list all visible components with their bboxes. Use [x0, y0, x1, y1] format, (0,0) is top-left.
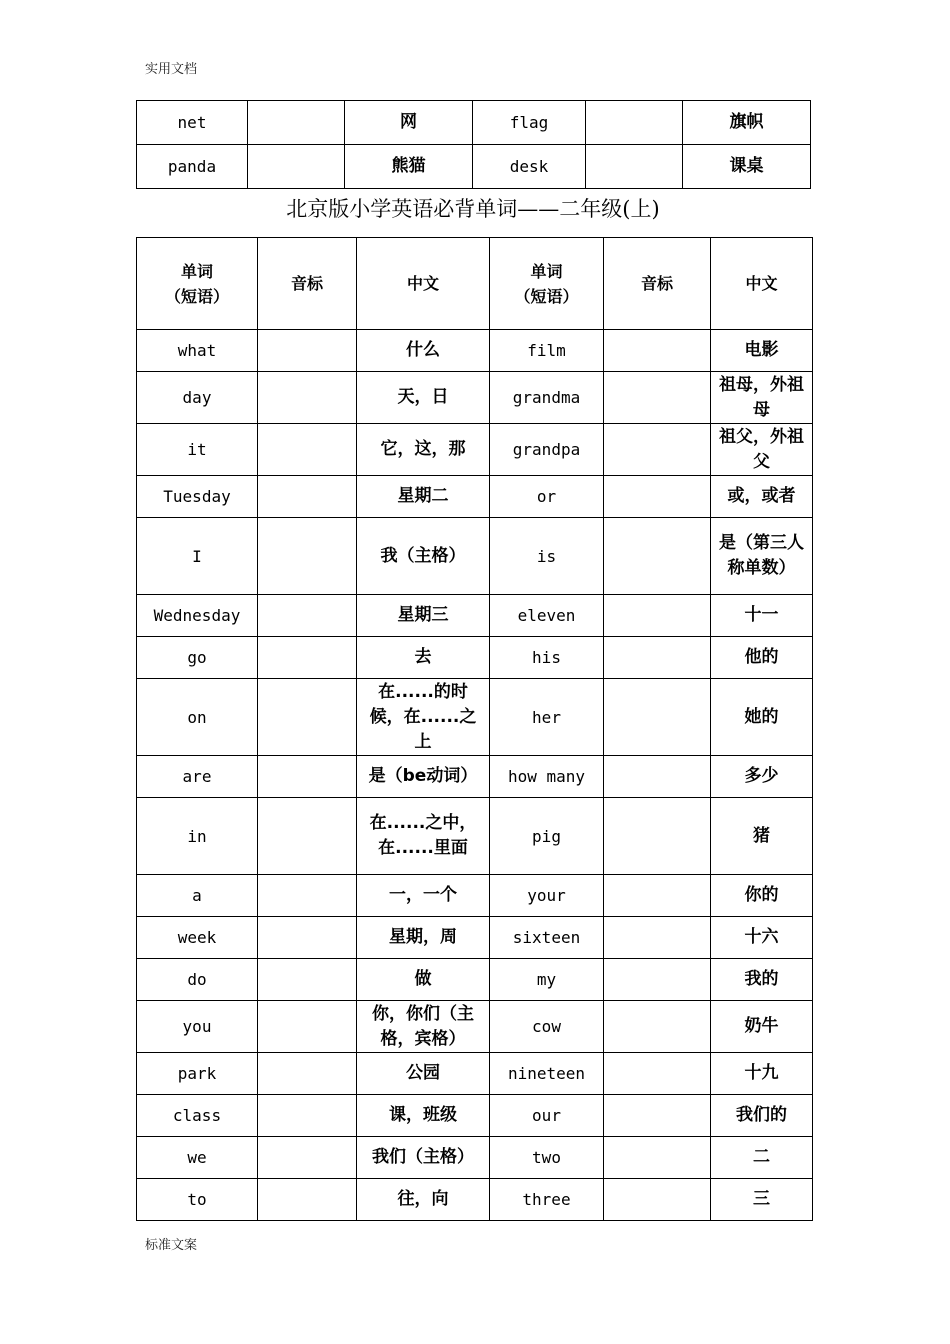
cell-chinese-2: 二	[711, 1137, 813, 1179]
cell-word-2: how many	[490, 756, 604, 798]
cell-word: Wednesday	[137, 595, 258, 637]
cell-phonetic-2	[604, 1137, 711, 1179]
cell-chinese: 课，班级	[357, 1095, 490, 1137]
cell-chinese-2: 十一	[711, 595, 813, 637]
header-word-2: 单词 （短语）	[490, 238, 604, 330]
cell-phonetic-2	[604, 1053, 711, 1095]
cell-phonetic-2	[604, 679, 711, 756]
cell-chinese: 往，向	[357, 1179, 490, 1221]
table-row	[137, 637, 813, 679]
cell-chinese: 我们（主格）	[357, 1137, 490, 1179]
cell-chinese-2: 你的	[711, 875, 813, 917]
table-row	[137, 756, 813, 798]
cell-word-2: sixteen	[490, 917, 604, 959]
cell-chinese: 做	[357, 959, 490, 1001]
table-row	[137, 1137, 813, 1179]
cell-phonetic	[258, 917, 357, 959]
cell-chinese: 星期二	[357, 476, 490, 518]
cell-chinese-2: 三	[711, 1179, 813, 1221]
cell-phonetic-2	[604, 1001, 711, 1053]
cell-phonetic-2	[604, 875, 711, 917]
cell-phonetic-2	[604, 959, 711, 1001]
cell-chinese-2: 奶牛	[711, 1001, 813, 1053]
cell-phonetic	[258, 1137, 357, 1179]
cell-phonetic	[248, 101, 345, 145]
cell-phonetic	[258, 1001, 357, 1053]
cell-chinese: 什么	[357, 330, 490, 372]
cell-phonetic-2	[604, 756, 711, 798]
cell-word-2: grandma	[490, 372, 604, 424]
cell-chinese-2: 旗帜	[683, 101, 811, 145]
cell-word-2: pig	[490, 798, 604, 875]
cell-word: you	[137, 1001, 258, 1053]
cell-phonetic-2	[604, 424, 711, 476]
table-row	[137, 1053, 813, 1095]
cell-phonetic	[258, 1053, 357, 1095]
cell-chinese: 星期三	[357, 595, 490, 637]
cell-word: to	[137, 1179, 258, 1221]
table-row	[137, 679, 813, 756]
cell-phonetic	[258, 518, 357, 595]
cell-word-2: her	[490, 679, 604, 756]
cell-phonetic	[258, 424, 357, 476]
cell-chinese-2: 是（第三人称单数）	[711, 518, 813, 595]
cell-word-2: grandpa	[490, 424, 604, 476]
cell-chinese: 网	[345, 101, 473, 145]
cell-phonetic-2	[604, 917, 711, 959]
table-row	[137, 101, 811, 145]
cell-word: are	[137, 756, 258, 798]
cell-word-2: eleven	[490, 595, 604, 637]
table-row	[137, 875, 813, 917]
cell-chinese-2: 猪	[711, 798, 813, 875]
cell-phonetic	[258, 1179, 357, 1221]
table-row	[137, 330, 813, 372]
cell-phonetic	[258, 637, 357, 679]
cell-chinese: 星期，周	[357, 917, 490, 959]
header-word: 单词 （短语）	[137, 238, 258, 330]
table-row	[137, 145, 811, 189]
cell-word: it	[137, 424, 258, 476]
cell-chinese: 是（be动词）	[357, 756, 490, 798]
cell-phonetic	[258, 679, 357, 756]
table-row	[137, 959, 813, 1001]
table-header-row	[137, 238, 813, 330]
table-row	[137, 595, 813, 637]
cell-chinese: 去	[357, 637, 490, 679]
cell-chinese-2: 祖父，外祖父	[711, 424, 813, 476]
cell-word: a	[137, 875, 258, 917]
cell-word: day	[137, 372, 258, 424]
cell-word: week	[137, 917, 258, 959]
cell-chinese: 在......的时候，在......之上	[357, 679, 490, 756]
cell-chinese-2: 电影	[711, 330, 813, 372]
cell-chinese: 它，这，那	[357, 424, 490, 476]
cell-phonetic	[258, 959, 357, 1001]
cell-chinese-2: 她的	[711, 679, 813, 756]
cell-phonetic-2	[586, 101, 683, 145]
cell-word-2: your	[490, 875, 604, 917]
cell-chinese-2: 十九	[711, 1053, 813, 1095]
cell-phonetic-2	[604, 798, 711, 875]
table-row	[137, 518, 813, 595]
cell-word-2: my	[490, 959, 604, 1001]
table-row	[137, 798, 813, 875]
cell-word-2: our	[490, 1095, 604, 1137]
cell-phonetic-2	[604, 518, 711, 595]
cell-word: do	[137, 959, 258, 1001]
cell-phonetic-2	[604, 476, 711, 518]
table-row	[137, 1095, 813, 1137]
cell-chinese-2: 他的	[711, 637, 813, 679]
cell-phonetic	[258, 875, 357, 917]
cell-phonetic	[258, 372, 357, 424]
cell-chinese: 我（主格）	[357, 518, 490, 595]
cell-phonetic-2	[604, 330, 711, 372]
table-row	[137, 424, 813, 476]
table-row	[137, 372, 813, 424]
cell-chinese-2: 或，或者	[711, 476, 813, 518]
cell-word-2: film	[490, 330, 604, 372]
cell-word: in	[137, 798, 258, 875]
cell-word-2: his	[490, 637, 604, 679]
vocab-table-continued	[136, 100, 811, 189]
cell-phonetic-2	[604, 1095, 711, 1137]
cell-chinese: 你，你们（主格，宾格）	[357, 1001, 490, 1053]
cell-chinese: 一，一个	[357, 875, 490, 917]
page-header: 实用文档	[145, 62, 198, 77]
cell-chinese: 公园	[357, 1053, 490, 1095]
cell-word: on	[137, 679, 258, 756]
header-phonetic-2: 音标	[604, 238, 711, 330]
cell-phonetic-2	[604, 372, 711, 424]
cell-phonetic-2	[586, 145, 683, 189]
table-row	[137, 1179, 813, 1221]
cell-word: go	[137, 637, 258, 679]
cell-word-2: nineteen	[490, 1053, 604, 1095]
cell-chinese-2: 十六	[711, 917, 813, 959]
cell-chinese-2: 课桌	[683, 145, 811, 189]
vocab-table	[136, 237, 813, 1221]
cell-chinese-2: 多少	[711, 756, 813, 798]
cell-word-2: cow	[490, 1001, 604, 1053]
header-chinese-2: 中文	[711, 238, 813, 330]
cell-word-2: is	[490, 518, 604, 595]
cell-phonetic	[258, 798, 357, 875]
cell-phonetic-2	[604, 637, 711, 679]
cell-phonetic	[258, 756, 357, 798]
page-footer: 标准文案	[145, 1238, 198, 1253]
cell-chinese-2: 祖母，外祖母	[711, 372, 813, 424]
cell-chinese-2: 我们的	[711, 1095, 813, 1137]
cell-phonetic	[258, 1095, 357, 1137]
table-row	[137, 1001, 813, 1053]
cell-word: panda	[137, 145, 248, 189]
cell-phonetic-2	[604, 1179, 711, 1221]
cell-word: class	[137, 1095, 258, 1137]
table-row	[137, 917, 813, 959]
cell-word: net	[137, 101, 248, 145]
cell-word-2: desk	[473, 145, 586, 189]
cell-phonetic-2	[604, 595, 711, 637]
cell-word: what	[137, 330, 258, 372]
table-row	[137, 476, 813, 518]
cell-word: we	[137, 1137, 258, 1179]
cell-chinese: 在......之中，在......里面	[357, 798, 490, 875]
header-chinese: 中文	[357, 238, 490, 330]
cell-chinese: 熊猫	[345, 145, 473, 189]
cell-phonetic	[258, 476, 357, 518]
cell-word-2: flag	[473, 101, 586, 145]
cell-word: park	[137, 1053, 258, 1095]
cell-phonetic	[248, 145, 345, 189]
page-title: 北京版小学英语必背单词——二年级(上)	[286, 197, 660, 221]
cell-word-2: two	[490, 1137, 604, 1179]
cell-phonetic	[258, 330, 357, 372]
cell-phonetic	[258, 595, 357, 637]
cell-chinese: 天，日	[357, 372, 490, 424]
cell-word: I	[137, 518, 258, 595]
cell-word: Tuesday	[137, 476, 258, 518]
cell-word-2: or	[490, 476, 604, 518]
cell-chinese-2: 我的	[711, 959, 813, 1001]
header-phonetic: 音标	[258, 238, 357, 330]
cell-word-2: three	[490, 1179, 604, 1221]
